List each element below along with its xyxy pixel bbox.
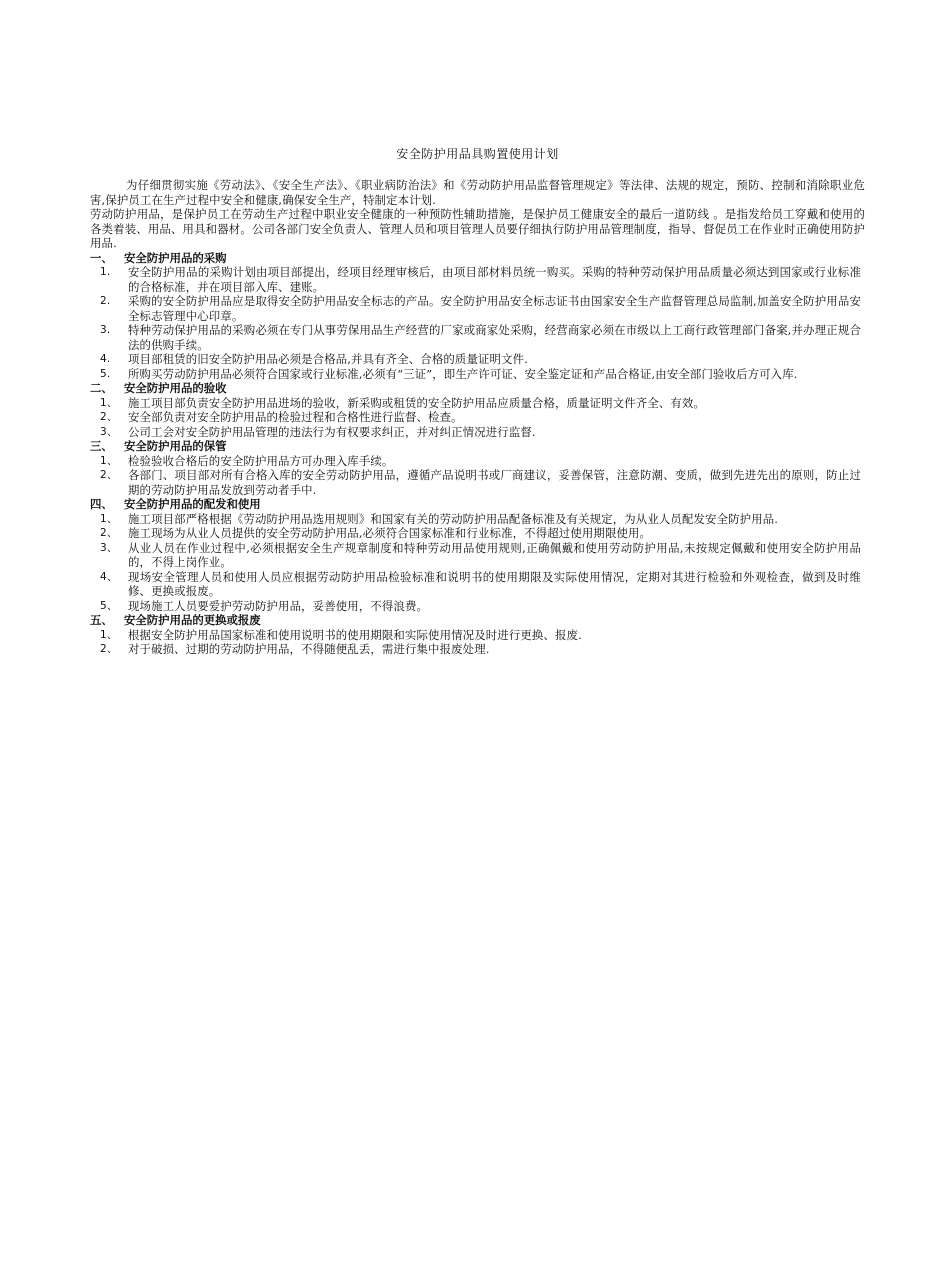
item-number: 1. bbox=[100, 266, 111, 278]
list-item bbox=[90, 396, 865, 411]
section-number: 二、 bbox=[90, 381, 113, 395]
section-number: 三、 bbox=[90, 439, 113, 453]
section-title: 安全防护用品的验收 bbox=[124, 381, 227, 395]
item-text: 各部门、项目部对所有合格入库的安全劳动防护用品，遵循产品说明书或厂商建议，妥善保管，注意防潮、变质，做到先进先出的原则，防止过期的劳动防护用品发放到劳动者手中. bbox=[128, 468, 861, 497]
item-text: 采购的安全防护用品应是取得安全防护用品安全标志的产品。安全防护用品安全标志证书由国家安全生产监督管理总局监制,加盖安全防护用品安全标志管理中心印章。 bbox=[128, 294, 861, 323]
item-text: 现场施工人员要爱护劳动防护用品，妥善使用，不得浪费。 bbox=[128, 598, 429, 613]
section-replacement-disposal bbox=[90, 613, 865, 657]
item-text: 施工项目部严格根据《劳动防护用品选用规则》和国家有关的劳动防护用品配备标准及有关规定，为从业人员配发安全防护用品. bbox=[128, 511, 779, 526]
list-item bbox=[90, 541, 865, 570]
section-heading bbox=[90, 497, 865, 512]
list-item bbox=[90, 294, 865, 323]
list-item bbox=[90, 410, 865, 425]
section-distribution-use bbox=[90, 497, 865, 613]
item-number: 2、 bbox=[100, 411, 118, 423]
item-number: 5、 bbox=[100, 599, 118, 612]
section-procurement bbox=[90, 251, 865, 382]
item-number: 4. bbox=[100, 353, 111, 365]
item-text: 检验验收合格后的安全防护用品方可办理入库手续。 bbox=[128, 453, 394, 468]
list-item bbox=[90, 323, 865, 352]
item-text: 从业人员在作业过程中,必须根据安全生产规章制度和特种劳动用品使用规则,正确佩戴和使用劳动防护用品,未按规定佩戴和使用安全防护用品的，不得上岗作业。 bbox=[128, 540, 861, 569]
item-text: 所购买劳动防护用品必须符合国家或行业标准,必须有“三证”，即生产许可证、安全鉴定证和产品合格证,由安全部门验收后方可入库. bbox=[128, 366, 798, 381]
list-item bbox=[90, 599, 865, 614]
section-number: 一、 bbox=[90, 250, 113, 265]
list-item bbox=[90, 526, 865, 541]
section-heading bbox=[90, 381, 865, 396]
item-number: 1、 bbox=[100, 628, 118, 641]
document-page bbox=[90, 147, 865, 657]
item-number: 2、 bbox=[100, 469, 118, 481]
list-item bbox=[90, 265, 865, 294]
list-item bbox=[90, 570, 865, 599]
section-heading bbox=[90, 251, 865, 266]
item-text: 安全部负责对安全防护用品的检验过程和合格性进行监督、检查。 bbox=[128, 410, 463, 424]
item-number: 3、 bbox=[100, 541, 118, 554]
list-item bbox=[90, 367, 865, 382]
list-item bbox=[90, 628, 865, 643]
item-text: 根据安全防护用品国家标准和使用说明书的使用期限和实际使用情况及时进行更换、报废. bbox=[128, 627, 582, 642]
list-item bbox=[90, 425, 865, 440]
item-number: 3、 bbox=[100, 425, 118, 438]
item-text: 现场安全管理人员和使用人员应根据劳动防护用品检验标准和说明书的使用期限及实际使用情况，定期对其进行检验和外观检查，做到及时维修、更换或报废。 bbox=[128, 569, 861, 598]
item-text: 公司工会对安全防护用品管理的违法行为有权要求纠正，并对纠正情况进行监督. bbox=[128, 424, 536, 439]
section-title: 安全防护用品的保管 bbox=[124, 439, 227, 453]
item-text: 特种劳动保护用品的采购必须在专门从事劳保用品生产经营的厂家或商家处采购，经营商家必须在市级以上工商行政管理部门备案,并办理正规合法的供购手续。 bbox=[128, 323, 861, 352]
document-title: 安全防护用品具购置使用计划 bbox=[396, 147, 559, 161]
section-number: 五、 bbox=[90, 613, 113, 627]
item-number: 3. bbox=[100, 324, 111, 336]
item-number: 1、 bbox=[100, 454, 118, 467]
item-number: 1、 bbox=[100, 396, 118, 409]
intro-paragraph: 为仔细贯彻实施《劳动法》、《安全生产法》、《职业病防治法》和《劳动防护用品监督管理规定》等法律、法规的规定，预防、控制和消除职业危害,保护员工在生产过程中安全和健康,确保安全生产，特制定本计划. bbox=[90, 178, 865, 207]
section-title: 安全防护用品的更换或报废 bbox=[124, 613, 261, 627]
section-storage bbox=[90, 439, 865, 497]
item-number: 1、 bbox=[100, 512, 118, 525]
item-number: 2、 bbox=[100, 643, 118, 655]
list-item bbox=[90, 454, 865, 469]
list-item bbox=[90, 352, 865, 367]
item-text: 对于破损、过期的劳动防护用品，不得随便乱丢，需进行集中报废处理. bbox=[128, 642, 490, 656]
item-number: 5. bbox=[100, 367, 111, 380]
item-number: 2. bbox=[100, 295, 111, 307]
list-item bbox=[90, 512, 865, 527]
intro-paragraph: 劳动防护用品，是保护员工在劳动生产过程中职业安全健康的一种预防性辅助措施，是保护员工健康安全的最后一道防线 。是指发给员工穿戴和使用的各类着装、用品、用具和器材。公司各部门安全负责人、管理人员和项目管理人员要仔细执行防护用品管理制度，指导、督促员工在作业时正确使用防护用品. bbox=[90, 207, 865, 250]
item-number: 4、 bbox=[100, 570, 118, 583]
item-number: 2、 bbox=[100, 527, 118, 539]
item-text: 施工现场为从业人员提供的安全劳动防护用品,必须符合国家标准和行业标准，不得超过使用期限使用。 bbox=[128, 526, 652, 540]
section-title: 安全防护用品的配发和使用 bbox=[124, 497, 261, 511]
section-acceptance bbox=[90, 381, 865, 439]
section-heading bbox=[90, 439, 865, 454]
item-text: 安全防护用品的采购计划由项目部提出，经项目经理审核后，由项目部材料员统一购买。采购的特种劳动保护用品质量必须达到国家或行业标准的合格标准，并在项目部入库、建账。 bbox=[128, 265, 861, 294]
section-title: 安全防护用品的采购 bbox=[124, 250, 227, 265]
item-text: 项目部租赁的旧安全防护用品必须是合格品,并具有齐全、合格的质量证明文件. bbox=[128, 352, 528, 366]
item-text: 施工项目部负责安全防护用品进场的验收，新采购或租赁的安全防护用品应质量合格，质量证明文件齐全、有效。 bbox=[128, 395, 706, 410]
list-item bbox=[90, 468, 865, 497]
section-number: 四、 bbox=[90, 497, 113, 511]
list-item bbox=[90, 642, 865, 657]
section-heading bbox=[90, 613, 865, 628]
